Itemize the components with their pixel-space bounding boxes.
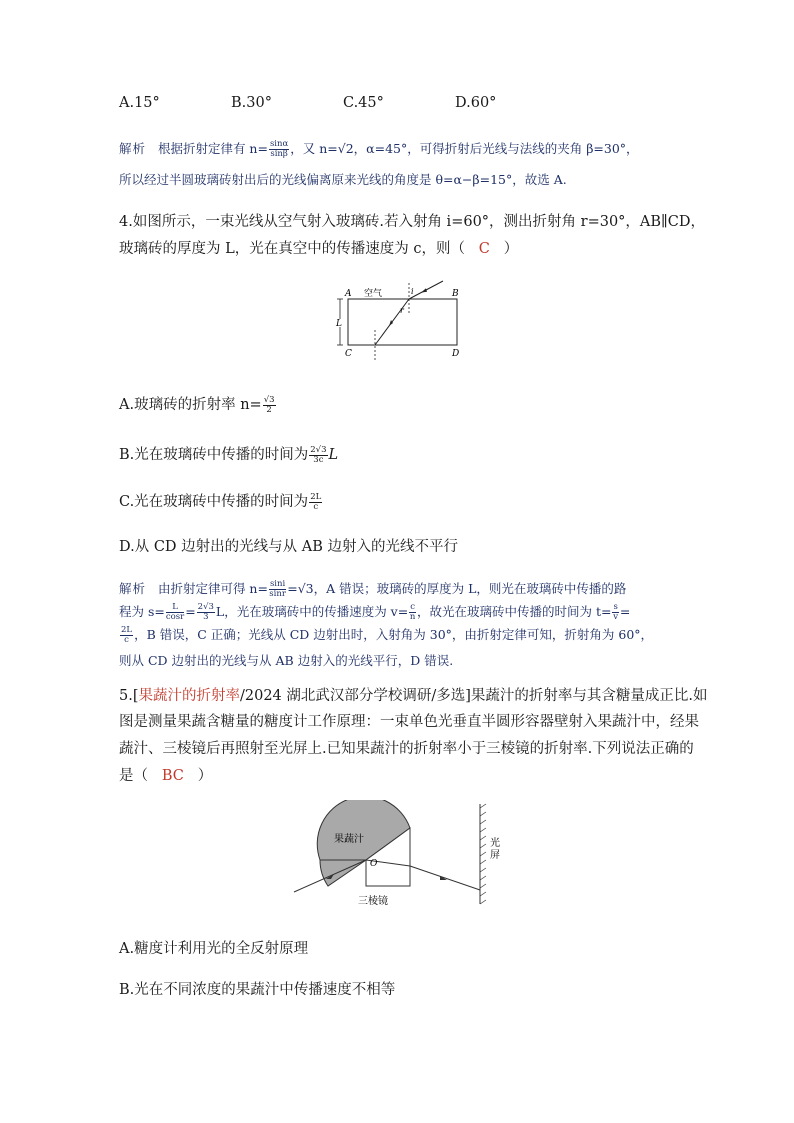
sol-text: ，故光在玻璃砖中传播的时间为 t=: [416, 604, 612, 619]
label-o: O: [370, 859, 378, 869]
label-c: C: [345, 349, 352, 359]
q3-solution-line1: [119, 139, 639, 159]
q5-option-a: A.糖度计利用光的全反射原理: [119, 941, 309, 957]
q5-topic-tag: 果蔬汁的折射率: [138, 688, 240, 704]
label-a: A: [345, 289, 352, 299]
q5-stem-text: /2024 湖北武汉部分学校调研/多选]果蔬汁的折射率与其含糖量成正比.如: [240, 688, 708, 704]
option-text: B.光在玻璃砖中传播的时间为: [119, 447, 309, 463]
sol-text: 由折射定律可得 n=: [157, 581, 268, 596]
sol-text: ，B 错误，C 正确；光线从 CD 边射出时，入射角为 30°，由折射定律可知，折射角为 60°，: [134, 627, 654, 642]
label-juice: 果蔬汁: [334, 834, 364, 845]
sol-text: L，光在玻璃砖中的传播速度为 v=: [215, 604, 409, 619]
sol-text: =√3，A 错误；玻璃砖的厚度为 L，则光在玻璃砖中传播的路: [287, 581, 627, 596]
q5-stem-line3: 蔬汁、三棱镜后再照射至光屏上.已知果蔬汁的折射率小于三棱镜的折射率.下列说法正确的: [119, 741, 694, 757]
q3-option-b: B.30°: [231, 95, 272, 111]
q4-glass-block-figure: [325, 275, 475, 365]
q3-sol-text: ，又 n=√2，α=45°，可得折射后光线与法线的夹角 β=30°，: [290, 141, 639, 156]
q4-solution-line3: [119, 625, 653, 645]
fraction: $\frac{s}{v}$: [613, 602, 619, 622]
q4-option-c: [119, 490, 323, 512]
q5-stem-line1: [119, 684, 708, 705]
fraction: $\frac{2√3}{3c}$: [310, 444, 327, 465]
fraction: $\frac{2L}{c}$: [121, 625, 133, 645]
solution-label: 解析: [119, 581, 147, 596]
q3-solution-line2: 所以经过半圆玻璃砖射出后的光线偏离原来光线的角度是 θ=α−β=15°，故选 A.: [119, 172, 567, 187]
q3-option-a: A.15°: [119, 95, 160, 111]
q4-solution-line4: 则从 CD 边射出的光线与从 AB 边射入的光线平行，D 错误.: [119, 653, 454, 668]
q4-stem-line2: [119, 237, 518, 258]
q4-option-b: [119, 443, 338, 465]
q4-stem-line1: 4.如图所示，一束光线从空气射入玻璃砖.若入射角 i=60°，测出折射角 r=30°，AB∥CD，: [119, 214, 705, 230]
q5-number: 5.[: [119, 688, 139, 704]
solution-label: 解析: [119, 141, 147, 156]
q5-stem-line2: 图是测量果蔬含糖量的糖度计工作原理：一束单色光垂直半圆形容器壁射入果蔬汁中，经果: [119, 714, 699, 730]
fraction: $\frac{2L}{c}$: [310, 491, 322, 512]
q5-stem-text: ）: [197, 768, 213, 784]
fraction: $\frac{2√3}{3}$: [197, 602, 214, 622]
q5-stem-line4: [119, 764, 212, 785]
label-i: i: [411, 287, 414, 296]
fraction: $\frac{\sin\alpha}{\sin\beta}$: [269, 139, 289, 159]
label-air: 空气: [364, 289, 383, 299]
q5-answer: BC: [161, 768, 184, 784]
label-screen-1: 光: [490, 838, 500, 849]
label-l: L: [336, 319, 342, 329]
q3-option-d: D.60°: [455, 95, 497, 111]
fraction: $\frac{√3}{2}$: [263, 394, 275, 415]
q4-solution-line2: [119, 602, 630, 622]
q4-solution-line1: [119, 579, 626, 599]
q4-option-a: [119, 393, 277, 415]
q5-refractometer-figure: [290, 800, 500, 910]
q4-stem-text: 玻璃砖的厚度为 L，光在真空中的传播速度为 c，则（: [119, 241, 465, 257]
fraction: $\frac{\sin i}{\sin r}$: [269, 579, 286, 599]
sol-text: 程为 s=: [119, 604, 165, 619]
q4-answer: C: [478, 241, 490, 257]
label-prism: 三棱镜: [358, 896, 388, 907]
q3-option-c: C.45°: [343, 95, 384, 111]
label-b: B: [452, 289, 459, 299]
q4-stem-text: ）: [503, 241, 519, 257]
fraction: $\frac{c}{n}$: [409, 602, 416, 622]
q5-stem-text: 是（: [119, 768, 148, 784]
option-text: A.玻璃砖的折射率 n=: [119, 397, 262, 413]
q5-option-b: B.光在不同浓度的果蔬汁中传播速度不相等: [119, 982, 396, 998]
option-text: C.光在玻璃砖中传播的时间为: [119, 494, 309, 510]
q4-option-d: D.从 CD 边射出的光线与从 AB 边射入的光线不平行: [119, 539, 458, 555]
label-r: r: [400, 306, 404, 315]
fraction: $\frac{L}{\cos r}$: [165, 602, 185, 622]
sol-text: =: [619, 604, 631, 619]
q3-sol-text: 根据折射定律有 n=: [157, 141, 268, 156]
label-screen-2: 屏: [490, 850, 500, 861]
sol-text: =: [185, 604, 196, 619]
option-text: L: [328, 447, 339, 463]
label-d: D: [452, 349, 460, 359]
